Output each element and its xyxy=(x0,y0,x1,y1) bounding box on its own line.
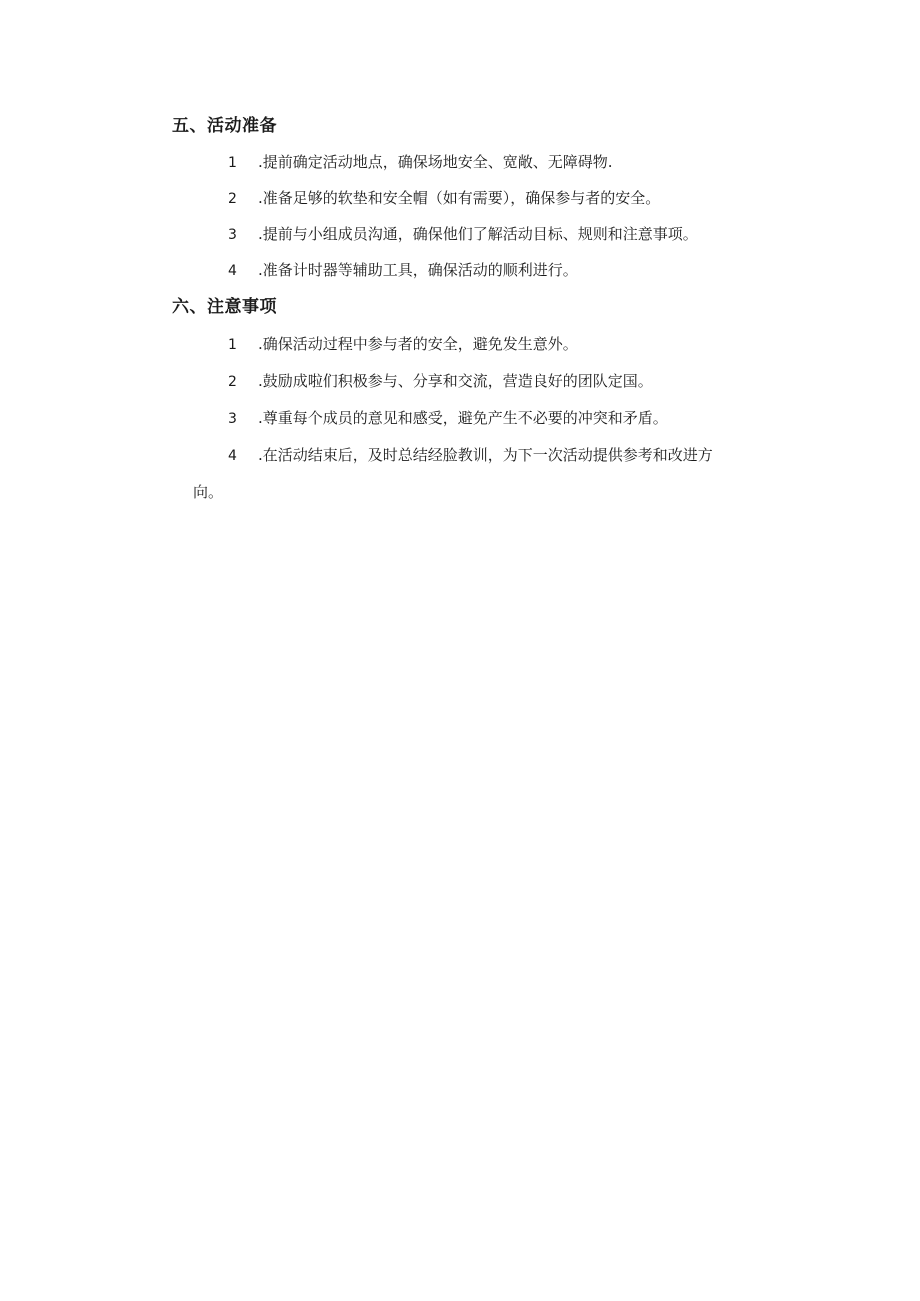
item-number: 3 xyxy=(228,227,237,243)
list-item xyxy=(228,260,578,281)
item-number: 4 xyxy=(228,263,237,279)
item-text: .准备足够的软垫和安全帽（如有需要），确保参与者的安全。 xyxy=(258,189,661,207)
section-heading-notes: 六、注意事项 xyxy=(172,297,277,317)
item-number: 2 xyxy=(228,191,237,207)
item-text: .准备计时器等辅助工具，确保活动的顺利进行。 xyxy=(258,261,578,279)
list-item xyxy=(228,334,578,355)
list-item xyxy=(228,371,653,392)
list-item xyxy=(228,445,713,466)
item-text: .确保活动过程中参与者的安全，避免发生意外。 xyxy=(258,335,578,353)
list-item-continuation: 向。 xyxy=(193,483,224,501)
item-text: .鼓励成啦们积极参与、分享和交流，营造良好的团队定国。 xyxy=(258,372,653,390)
section-heading-preparation: 五、活动准备 xyxy=(172,116,277,136)
item-number: 4 xyxy=(228,448,237,464)
item-text: .提前确定活动地点，确保场地安全、宽敞、无障碍物. xyxy=(258,153,613,171)
item-number: 1 xyxy=(228,337,237,353)
item-text: .提前与小组成员沟通，确保他们了解活动目标、规则和注意事项。 xyxy=(258,225,698,243)
item-number: 1 xyxy=(228,155,237,171)
item-number: 2 xyxy=(228,374,237,390)
item-number: 3 xyxy=(228,411,237,427)
list-item xyxy=(228,188,660,209)
list-item xyxy=(228,224,698,245)
item-text: .在活动结束后，及时总结经脸教训，为下一次活动提供参考和改进方 xyxy=(258,446,713,464)
list-item xyxy=(228,408,668,429)
list-item xyxy=(228,152,613,173)
item-text: .尊重每个成员的意见和感受，避免产生不必要的冲突和矛盾。 xyxy=(258,409,668,427)
